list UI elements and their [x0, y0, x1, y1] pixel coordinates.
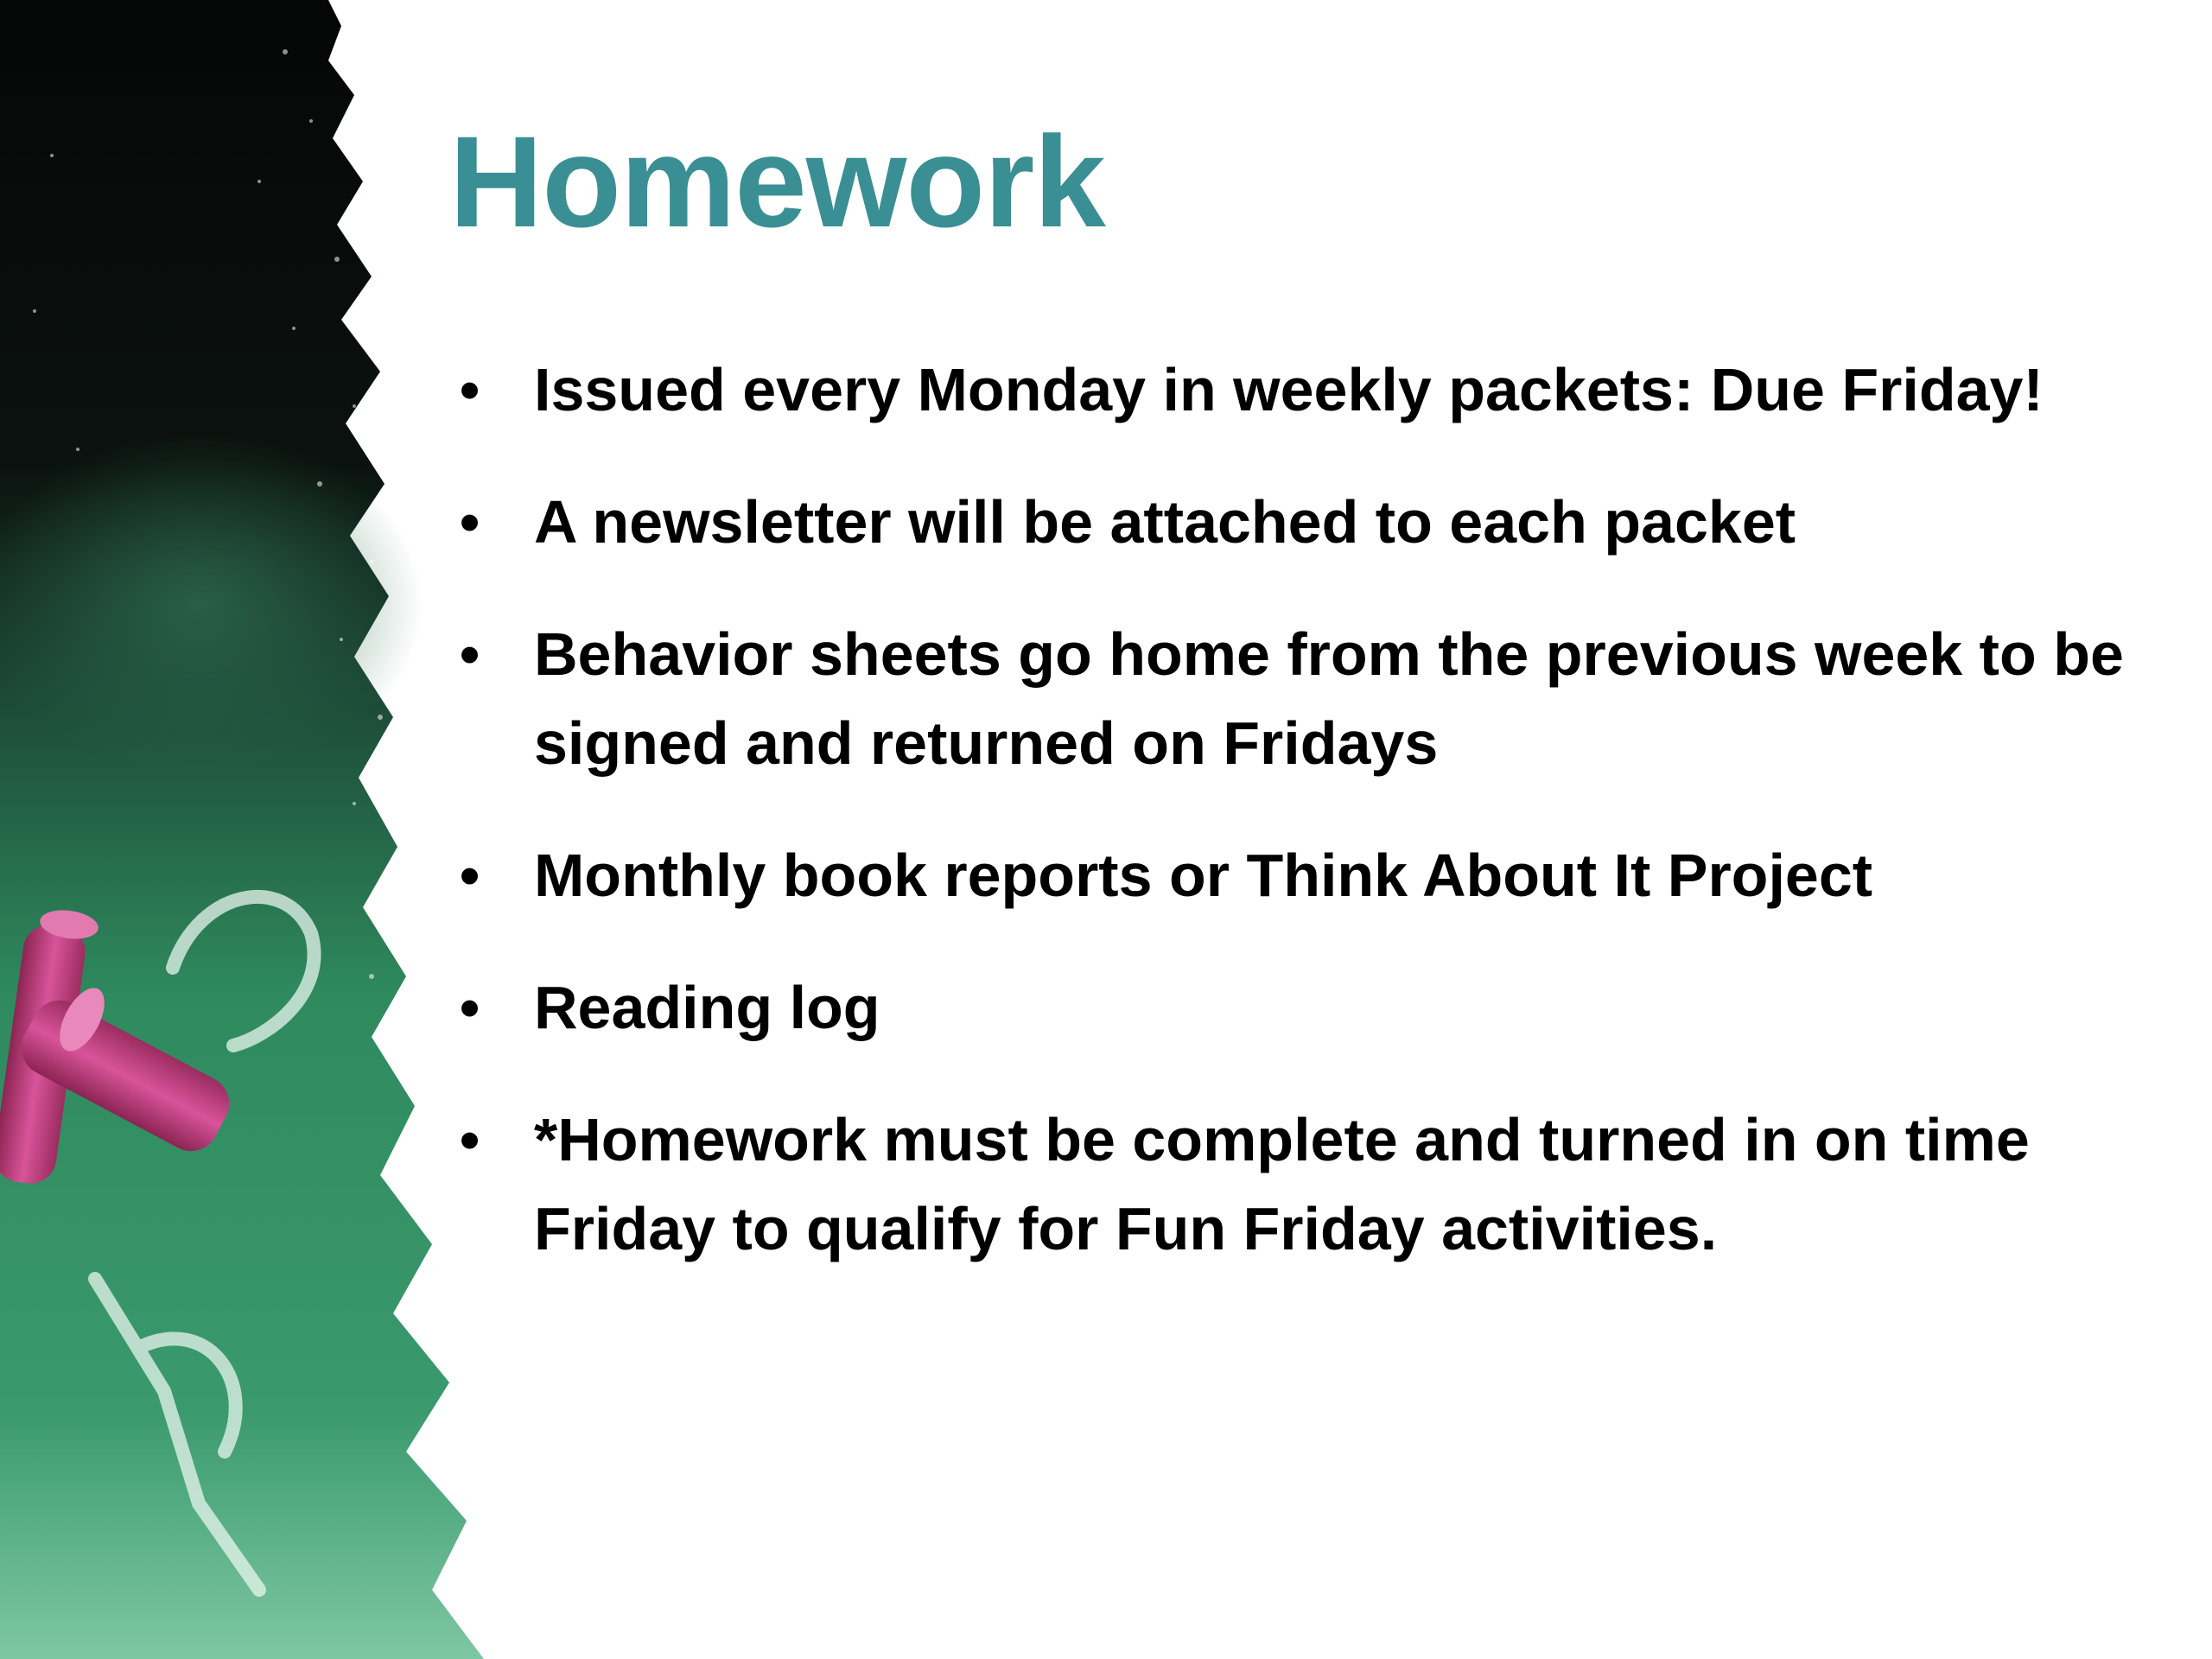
bullet-text: Behavior sheets go home from the previous week to be signed and returned on Fridays — [534, 620, 2124, 777]
list-item — [449, 610, 2143, 788]
bullet-text: Issued every Monday in weekly packets: Due Friday! — [534, 356, 2044, 423]
bullet-dot-icon: • — [460, 976, 480, 1039]
list-item — [449, 1096, 2143, 1274]
list-item — [449, 478, 2143, 567]
slide-title: Homework — [449, 109, 1105, 254]
bullet-dot-icon: • — [460, 622, 480, 686]
bullet-dot-icon: • — [460, 358, 480, 422]
list-item — [449, 963, 2143, 1052]
bullet-list — [449, 346, 2143, 1317]
chalkboard-illustration — [0, 0, 484, 1659]
bullet-text: Reading log — [534, 974, 880, 1041]
bullet-text: A newsletter will be attached to each packet — [534, 488, 1796, 556]
list-item — [449, 831, 2143, 920]
bullet-dot-icon: • — [460, 1108, 480, 1172]
bullet-text: Monthly book reports or Think About It Project — [534, 842, 1873, 909]
bullet-dot-icon: • — [460, 490, 480, 554]
bullet-text: *Homework must be complete and turned in on time Friday to qualify for Fun Friday activities. — [534, 1106, 2030, 1262]
list-item — [449, 346, 2143, 435]
bullet-dot-icon: • — [460, 843, 480, 907]
